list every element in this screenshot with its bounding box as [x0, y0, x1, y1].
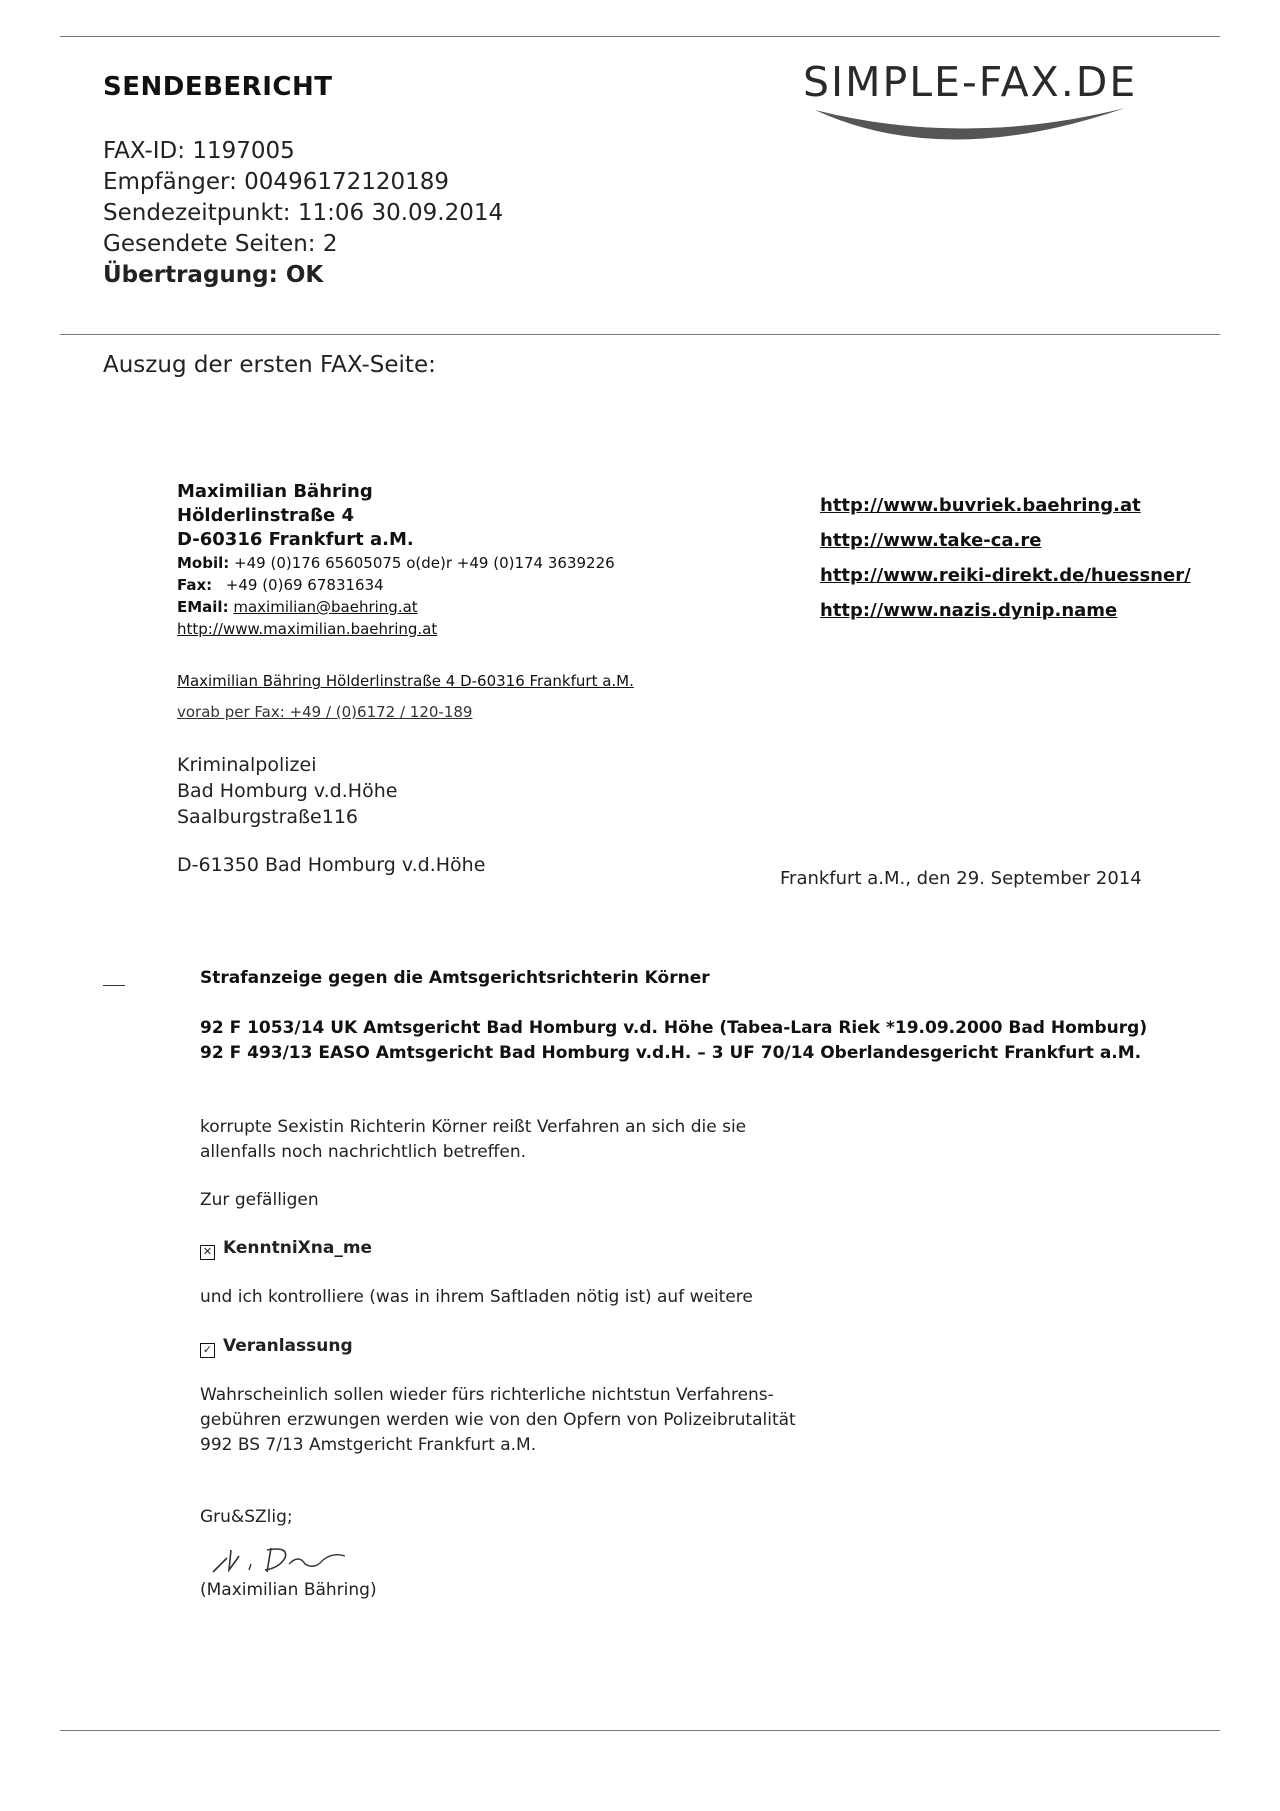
fax-transmission-status: Übertragung: OK	[103, 262, 324, 288]
fax-label: Fax:	[177, 576, 213, 594]
fold-mark	[103, 985, 125, 986]
recipient-line: Kriminalpolizei	[177, 754, 317, 776]
paragraph-2: Zur gefälligen	[200, 1190, 319, 1210]
checkmark-icon: ✓	[200, 1343, 215, 1358]
closing-greeting: Gru&SZlig;	[200, 1507, 293, 1527]
paragraph-1	[200, 1115, 746, 1165]
email-link[interactable]: maximilian@baehring.at	[233, 598, 418, 616]
link-item[interactable]: http://www.reiki-direkt.de/huessner/	[820, 565, 1191, 586]
recipient-address	[177, 752, 397, 830]
email-label: EMail:	[177, 598, 229, 616]
paragraph-4	[200, 1383, 796, 1458]
mobil-number: +49 (0)176 65605075 o(de)r +49 (0)174 3639226	[234, 554, 615, 572]
top-divider	[60, 36, 1220, 37]
excerpt-label: Auszug der ersten FAX-Seite:	[103, 352, 436, 378]
sender-fax-row	[177, 574, 615, 596]
mobil-label: Mobil:	[177, 554, 230, 572]
fax-send-time: Sendezeitpunkt: 11:06 30.09.2014	[103, 200, 504, 226]
bottom-divider	[60, 1730, 1220, 1731]
fax-pages: Gesendete Seiten: 2	[103, 231, 338, 257]
checkbox-veranlassung	[200, 1334, 353, 1359]
sender-city: D-60316 Frankfurt a.M.	[177, 529, 414, 550]
recipient-city: D-61350 Bad Homburg v.d.Höhe	[177, 854, 486, 876]
checkbox-label: KenntniXna_me	[223, 1238, 373, 1258]
signature-name: (Maximilian Bähring)	[200, 1580, 377, 1600]
case-references	[200, 1016, 1147, 1066]
fax-recipient: Empfänger: 00496172120189	[103, 169, 450, 195]
link-item[interactable]: http://www.take-ca.re	[820, 530, 1042, 551]
fax-number: +49 (0)69 67831634	[225, 576, 384, 594]
checkbox-label: Veranlassung	[223, 1336, 353, 1356]
vorab-fax-line: vorab per Fax: +49 / (0)6172 / 120-189	[177, 703, 473, 721]
sender-email-row	[177, 596, 615, 618]
simple-fax-logo	[795, 50, 1215, 155]
checkbox-kenntnisnahme	[200, 1236, 372, 1261]
sender-name: Maximilian Bähring	[177, 481, 373, 502]
logo-text: SIMPLE-FAX.DE	[803, 58, 1138, 106]
paragraph-line: 992 BS 7/13 Amstgericht Frankfurt a.M.	[200, 1435, 537, 1455]
recipient-line: Saalburgstraße116	[177, 806, 358, 828]
paragraph-line: Wahrscheinlich sollen wieder fürs richterliche nichtstun Verfahrens-	[200, 1385, 774, 1405]
recipient-line: Bad Homburg v.d.Höhe	[177, 780, 398, 802]
checked-x-icon: ✕	[200, 1245, 215, 1260]
link-item[interactable]: http://www.nazis.dynip.name	[820, 600, 1118, 621]
case-reference: 92 F 1053/14 UK Amtsgericht Bad Homburg v.d. Höhe (Tabea-Lara Riek *19.09.2000 Bad Homburg)	[200, 1018, 1148, 1038]
paragraph-line: korrupte Sexistin Richterin Körner reißt Verfahren an sich die sie	[200, 1117, 747, 1137]
fax-id: FAX-ID: 1197005	[103, 138, 295, 164]
paragraph-line: gebühren erzwungen werden wie von den Opfern von Polizeibrutalität	[200, 1410, 796, 1430]
website-links	[820, 488, 1191, 628]
link-item[interactable]: http://www.buvriek.baehring.at	[820, 495, 1141, 516]
case-reference: 92 F 493/13 EASO Amtsgericht Bad Homburg v.d.H. – 3 UF 70/14 Oberlandesgericht Frankfurt a.M.	[200, 1043, 1142, 1063]
paragraph-3: und ich kontrolliere (was in ihrem Saftladen nötig ist) auf weitere	[200, 1287, 753, 1307]
letter-subject: Strafanzeige gegen die Amtsgerichtsrichterin Körner	[200, 968, 710, 988]
handwritten-signature	[205, 1540, 385, 1580]
report-title: SENDEBERICHT	[103, 72, 333, 102]
sender-block	[177, 480, 615, 640]
sender-website-link[interactable]: http://www.maximilian.baehring.at	[177, 620, 438, 638]
fax-meta	[103, 136, 503, 291]
sender-mobil-row	[177, 552, 615, 574]
mid-divider	[60, 334, 1220, 335]
return-address: Maximilian Bähring Hölderlinstraße 4 D-60316 Frankfurt a.M.	[177, 672, 634, 690]
sender-street: Hölderlinstraße 4	[177, 505, 355, 526]
letter-date: Frankfurt a.M., den 29. September 2014	[780, 868, 1142, 889]
paragraph-line: allenfalls noch nachrichtlich betreffen.	[200, 1142, 527, 1162]
